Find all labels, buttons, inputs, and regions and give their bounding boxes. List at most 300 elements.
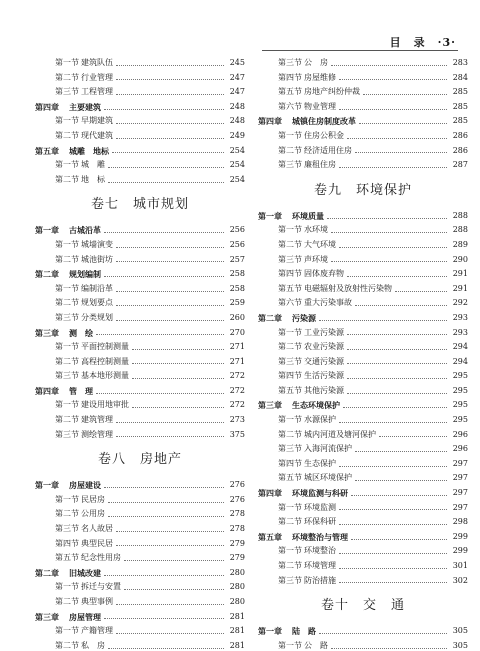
toc-section-entry[interactable] [258, 296, 468, 311]
entry-number: 第二节 [55, 597, 79, 606]
toc-section-entry[interactable] [35, 253, 245, 268]
toc-chapter-entry[interactable] [258, 398, 468, 413]
toc-section-entry[interactable] [35, 85, 245, 100]
toc-section-entry[interactable] [258, 223, 468, 238]
entry-number: 第三节 [55, 524, 79, 534]
entry-title: 民居房 [81, 494, 105, 504]
entry-page-number: 286 [452, 130, 468, 140]
dot-leader [343, 407, 447, 408]
toc-chapter-entry[interactable] [258, 486, 468, 501]
entry-title: 高程控制测量 [81, 356, 129, 366]
entry-title: 管 理 [69, 385, 93, 396]
entry-title: 测绘管理 [81, 429, 113, 439]
entry-page-number: 254 [229, 160, 245, 170]
dot-leader [331, 648, 447, 649]
dot-leader [319, 320, 447, 321]
entry-page-number: 290 [452, 254, 468, 264]
toc-section-entry[interactable] [35, 311, 245, 326]
entry-number: 第五节 [278, 283, 302, 293]
entry-page-number: 247 [229, 87, 245, 97]
entry-title: 城区环境保护 [304, 473, 352, 483]
toc-chapter-entry[interactable] [35, 326, 245, 341]
entry-title: 城镇住房制度改革 [292, 116, 356, 127]
dot-leader [108, 502, 224, 503]
entry-title: 水源保护 [304, 415, 336, 425]
dot-leader [132, 378, 224, 379]
dot-leader [116, 291, 224, 292]
entry-title: 环境整治与管理 [292, 531, 348, 542]
dot-leader [116, 436, 224, 437]
entry-page-number: 272 [229, 385, 245, 395]
entry-page-number: 258 [229, 269, 245, 279]
entry-title: 主要建筑 [69, 101, 101, 112]
entry-title: 入海河流保护 [304, 444, 352, 454]
toc-section-entry[interactable] [258, 85, 468, 100]
entry-title: 经济适用住房 [304, 145, 352, 155]
entry-title: 产籍管理 [81, 626, 113, 636]
entry-title: 规划编制 [69, 269, 101, 280]
entry-page-number: 273 [229, 415, 245, 425]
entry-title: 环境整治 [304, 546, 336, 556]
entry-number: 第二节 [278, 342, 302, 352]
entry-number: 第一节 [55, 239, 79, 249]
entry-number: 第三节 [278, 356, 302, 366]
volume-heading: 卷十 交 通 [320, 598, 405, 614]
entry-number: 第二节 [55, 72, 79, 82]
toc-section-entry[interactable] [35, 507, 245, 522]
toc-section-entry[interactable] [35, 624, 245, 639]
dot-leader [124, 589, 224, 590]
toc-section-entry[interactable] [35, 56, 245, 71]
dot-leader [355, 451, 447, 452]
entry-number: 第五章 [258, 531, 282, 542]
entry-number: 第三节 [55, 371, 79, 381]
entry-page-number: 301 [452, 561, 468, 570]
dot-leader [108, 182, 224, 183]
toc-section-entry[interactable] [258, 544, 468, 559]
header-rule [262, 50, 458, 51]
entry-number: 第三章 [258, 400, 282, 411]
entry-page-number: 279 [229, 553, 245, 563]
toc-section-entry[interactable] [35, 398, 245, 413]
dot-leader [379, 436, 447, 437]
entry-page-number: 283 [452, 58, 468, 67]
dot-leader [327, 218, 447, 219]
dot-leader [96, 334, 224, 335]
dot-leader [116, 138, 224, 139]
entry-number: 第六节 [278, 101, 302, 111]
entry-title: 生活污染源 [304, 371, 344, 381]
toc-section-entry[interactable] [258, 639, 468, 651]
entry-title: 典型事例 [81, 597, 113, 606]
toc-section-entry[interactable] [258, 413, 468, 428]
entry-number: 第三节 [55, 429, 79, 439]
dot-leader [104, 618, 224, 619]
volume-heading: 卷八 房地产 [97, 452, 182, 468]
entry-number: 第五节 [278, 385, 302, 395]
toc-section-entry[interactable] [258, 71, 468, 86]
entry-title: 建筑队伍 [81, 58, 113, 67]
entry-title: 城 雕 [81, 160, 105, 170]
entry-number: 第四节 [278, 371, 302, 381]
entry-page-number: 256 [229, 239, 245, 249]
dot-leader [104, 109, 224, 110]
entry-page-number: 293 [452, 312, 468, 322]
toc-section-entry[interactable] [35, 355, 245, 370]
dot-leader [116, 320, 224, 321]
toc-section-entry[interactable] [258, 457, 468, 472]
entry-page-number: 272 [229, 400, 245, 410]
entry-page-number: 292 [452, 298, 468, 308]
dot-leader [319, 633, 447, 634]
dot-leader [339, 553, 447, 554]
toc-section-entry[interactable] [35, 522, 245, 537]
entry-page-number: 297 [452, 488, 468, 498]
toc-chapter-entry[interactable] [258, 624, 468, 639]
entry-page-number: 270 [229, 327, 245, 337]
entry-number: 第一节 [55, 342, 79, 352]
entry-number: 第二节 [55, 130, 79, 140]
toc-section-entry[interactable] [35, 114, 245, 129]
volume-heading: 卷九 环境保护 [313, 182, 412, 198]
toc-section-entry[interactable] [258, 144, 468, 159]
entry-number: 第五节 [278, 473, 302, 483]
toc-section-entry[interactable] [35, 296, 245, 311]
toc-section-entry[interactable] [258, 515, 468, 530]
toc-section-entry[interactable] [35, 238, 245, 253]
entry-page-number: 254 [229, 174, 245, 184]
running-head: 目 录 ·3· [389, 36, 456, 49]
dot-leader [116, 604, 224, 605]
dot-leader [108, 167, 224, 168]
toc-section-entry[interactable] [35, 537, 245, 552]
entry-title: 环境管理 [304, 561, 336, 570]
dot-leader [347, 349, 447, 350]
toc-chapter-entry[interactable] [35, 566, 245, 581]
entry-title: 典型民居 [81, 538, 113, 548]
entry-title: 工程管理 [81, 87, 113, 97]
dot-leader [339, 79, 447, 80]
dot-leader [347, 378, 447, 379]
dot-leader [355, 305, 447, 306]
entry-number: 第五节 [278, 87, 302, 97]
entry-title: 其他污染源 [304, 385, 344, 395]
entry-title: 固体废弃物 [304, 269, 344, 279]
entry-number: 第二章 [258, 312, 282, 323]
toc-section-entry[interactable] [258, 559, 468, 574]
toc-section-entry[interactable] [258, 384, 468, 399]
entry-number: 第四节 [55, 538, 79, 548]
entry-title: 城池街坊 [81, 254, 113, 264]
entry-page-number: 295 [452, 371, 468, 381]
entry-page-number: 305 [452, 626, 468, 636]
entry-number: 第一节 [278, 415, 302, 425]
entry-page-number: 249 [229, 130, 245, 140]
toc-chapter-entry[interactable] [35, 223, 245, 238]
dot-leader [116, 633, 224, 634]
entry-page-number: 288 [452, 225, 468, 235]
dot-leader [116, 123, 224, 124]
dot-leader [108, 648, 224, 649]
entry-page-number: 247 [229, 72, 245, 82]
toc-section-entry[interactable] [258, 253, 468, 268]
entry-number: 第四章 [258, 488, 282, 499]
dot-leader [331, 261, 447, 262]
entry-title: 城雕 地标 [69, 145, 109, 156]
toc-section-entry[interactable] [35, 580, 245, 595]
dot-leader [116, 79, 224, 80]
entry-number: 第一节 [55, 58, 79, 67]
entry-title: 基本地形测量 [81, 371, 129, 381]
entry-number: 第三章 [35, 611, 59, 622]
entry-number: 第三节 [55, 87, 79, 97]
toc-chapter-entry[interactable] [258, 530, 468, 545]
entry-title: 物业管理 [304, 101, 336, 111]
toc-chapter-entry[interactable] [35, 144, 245, 159]
toc-section-entry[interactable] [35, 340, 245, 355]
entry-title: 房屋维修 [304, 72, 336, 82]
toc-right-column [258, 56, 468, 651]
dot-leader [132, 363, 224, 364]
entry-number: 第二节 [55, 254, 79, 264]
entry-number: 第二章 [35, 269, 59, 280]
dot-leader [116, 247, 224, 248]
entry-page-number: 278 [229, 524, 245, 534]
entry-title: 名人故居 [81, 524, 113, 534]
entry-number: 第四章 [35, 385, 59, 396]
entry-page-number: 285 [452, 87, 468, 97]
entry-number: 第二节 [278, 429, 302, 439]
entry-number: 第一节 [278, 502, 302, 512]
toc-section-entry[interactable] [258, 158, 468, 173]
entry-page-number: 297 [452, 458, 468, 468]
entry-page-number: 279 [229, 538, 245, 548]
entry-number: 第二节 [55, 356, 79, 366]
toc-section-entry[interactable] [35, 639, 245, 651]
toc-chapter-entry[interactable] [35, 100, 245, 115]
entry-page-number: 289 [452, 239, 468, 249]
entry-page-number: 276 [229, 494, 245, 504]
entry-title: 行业管理 [81, 72, 113, 82]
dot-leader [339, 568, 447, 569]
toc-section-entry[interactable] [35, 595, 245, 610]
toc-section-entry[interactable] [258, 355, 468, 370]
dot-leader [339, 422, 447, 423]
toc-section-entry[interactable] [35, 173, 245, 188]
entry-title: 公用房 [81, 509, 105, 519]
dot-leader [339, 582, 447, 583]
entry-title: 测 绘 [69, 327, 93, 338]
toc-section-entry[interactable] [258, 442, 468, 457]
entry-title: 纪念性用房 [81, 553, 121, 563]
entry-number: 第二节 [278, 145, 302, 155]
entry-page-number: 271 [229, 356, 245, 366]
entry-page-number: 299 [452, 531, 468, 541]
toc-section-entry[interactable] [35, 551, 245, 566]
dot-leader [331, 232, 447, 233]
toc-chapter-entry[interactable] [258, 209, 468, 224]
entry-number: 第三节 [55, 312, 79, 322]
entry-number: 第二节 [278, 561, 302, 570]
toc-section-entry[interactable] [35, 158, 245, 173]
toc-chapter-entry[interactable] [35, 478, 245, 493]
entry-number: 第一章 [258, 626, 282, 637]
entry-title: 水环境 [304, 225, 328, 235]
toc-chapter-entry[interactable] [35, 267, 245, 282]
entry-page-number: 281 [229, 611, 245, 621]
entry-title: 城内河道及塘河保护 [304, 429, 376, 439]
dot-leader [331, 65, 447, 66]
toc-section-entry[interactable] [258, 501, 468, 516]
entry-number: 第二节 [55, 509, 79, 519]
dot-leader [104, 487, 224, 488]
toc-section-entry[interactable] [258, 574, 468, 589]
entry-title: 公 路 [304, 640, 328, 650]
entry-page-number: 297 [452, 502, 468, 512]
entry-page-number: 295 [452, 385, 468, 395]
toc-section-entry[interactable] [35, 282, 245, 297]
entry-title: 生态环境保护 [292, 400, 340, 411]
entry-number: 第一节 [278, 130, 302, 140]
entry-page-number: 291 [452, 283, 468, 293]
entry-number: 第二节 [278, 239, 302, 249]
entry-number: 第四章 [35, 101, 59, 112]
dot-leader [355, 480, 447, 481]
entry-page-number: 276 [229, 480, 245, 490]
dot-leader [104, 276, 224, 277]
toc-chapter-entry[interactable] [258, 114, 468, 129]
entry-number: 第一节 [55, 116, 79, 126]
toc-chapter-entry[interactable] [35, 384, 245, 399]
dot-leader [355, 152, 447, 153]
entry-title: 防治措施 [304, 575, 336, 585]
entry-number: 第四节 [278, 72, 302, 82]
entry-page-number: 271 [229, 342, 245, 352]
entry-page-number: 294 [452, 342, 468, 352]
toc-section-entry[interactable] [35, 413, 245, 428]
entry-number: 第四章 [258, 116, 282, 127]
entry-title: 建设用地审批 [81, 400, 129, 410]
entry-page-number: 281 [229, 626, 245, 636]
entry-page-number: 284 [452, 72, 468, 82]
entry-page-number: 285 [452, 116, 468, 126]
entry-number: 第三节 [278, 160, 302, 170]
entry-page-number: 296 [452, 444, 468, 454]
toc-section-entry[interactable] [258, 326, 468, 341]
entry-page-number: 258 [229, 283, 245, 293]
entry-number: 第一章 [258, 210, 282, 221]
entry-page-number: 305 [452, 640, 468, 650]
dot-leader [116, 261, 224, 262]
toc-section-entry[interactable] [258, 56, 468, 71]
dot-leader [339, 466, 447, 467]
toc-section-entry[interactable] [35, 369, 245, 384]
toc-chapter-entry[interactable] [258, 311, 468, 326]
entry-page-number: 278 [229, 509, 245, 519]
entry-number: 第三节 [278, 58, 302, 67]
entry-number: 第一节 [278, 640, 302, 650]
entry-page-number: 375 [229, 429, 245, 439]
entry-title: 古城沿革 [69, 225, 101, 236]
dot-leader [96, 393, 224, 394]
entry-page-number: 280 [229, 582, 245, 592]
entry-title: 房地产纠纷仲裁 [304, 87, 360, 97]
entry-number: 第三节 [278, 444, 302, 454]
toc-section-entry[interactable] [258, 340, 468, 355]
toc-section-entry[interactable] [258, 471, 468, 486]
toc-section-entry[interactable] [258, 369, 468, 384]
entry-title: 住房公积金 [304, 130, 344, 140]
dot-leader [339, 509, 447, 510]
entry-title: 旧城改建 [69, 567, 101, 578]
entry-title: 现代建筑 [81, 130, 113, 140]
entry-number: 第二节 [55, 415, 79, 425]
entry-title: 城墙演变 [81, 239, 113, 249]
entry-number: 第二节 [55, 640, 79, 650]
entry-title: 农业污染源 [304, 342, 344, 352]
entry-page-number: 295 [452, 415, 468, 425]
toc-section-entry[interactable] [258, 100, 468, 115]
entry-page-number: 296 [452, 429, 468, 439]
toc-section-entry[interactable] [35, 129, 245, 144]
entry-title: 私 房 [81, 640, 105, 650]
entry-title: 环保科研 [304, 517, 336, 527]
entry-title: 廉租住房 [304, 160, 336, 170]
entry-number: 第一节 [278, 327, 302, 337]
entry-number: 第三节 [278, 575, 302, 585]
entry-page-number: 297 [452, 473, 468, 483]
dot-leader [116, 422, 224, 423]
entry-number: 第一节 [55, 582, 79, 592]
dot-leader [116, 545, 224, 546]
entry-page-number: 260 [229, 312, 245, 322]
toc-section-entry[interactable] [258, 428, 468, 443]
dot-leader [347, 276, 447, 277]
entry-page-number: 294 [452, 356, 468, 366]
volume-heading: 卷七 城市规划 [90, 197, 189, 213]
entry-number: 第五章 [35, 145, 59, 156]
dot-leader [116, 65, 224, 66]
entry-number: 第一节 [55, 494, 79, 504]
entry-number: 第二章 [35, 567, 59, 578]
toc-section-entry[interactable] [258, 267, 468, 282]
entry-title: 房屋建设 [69, 480, 101, 491]
dot-leader [132, 407, 224, 408]
entry-page-number: 245 [229, 58, 245, 67]
dot-leader [112, 152, 224, 153]
entry-number: 第一章 [35, 225, 59, 236]
entry-number: 第一节 [55, 626, 79, 636]
toc-section-entry[interactable] [35, 71, 245, 86]
entry-title: 声环境 [304, 254, 328, 264]
dot-leader [347, 334, 447, 335]
toc-section-entry[interactable] [35, 493, 245, 508]
toc-section-entry[interactable] [35, 428, 245, 443]
toc-section-entry[interactable] [258, 129, 468, 144]
dot-leader [132, 349, 224, 350]
dot-leader [359, 123, 447, 124]
toc-section-entry[interactable] [258, 238, 468, 253]
toc-section-entry[interactable] [258, 282, 468, 297]
entry-number: 第六节 [278, 298, 302, 308]
dot-leader [339, 167, 447, 168]
entry-page-number: 285 [452, 101, 468, 111]
toc-chapter-entry[interactable] [35, 610, 245, 625]
entry-page-number: 257 [229, 254, 245, 264]
entry-number: 第三节 [278, 254, 302, 264]
entry-page-number: 299 [452, 546, 468, 556]
dot-leader [339, 109, 447, 110]
